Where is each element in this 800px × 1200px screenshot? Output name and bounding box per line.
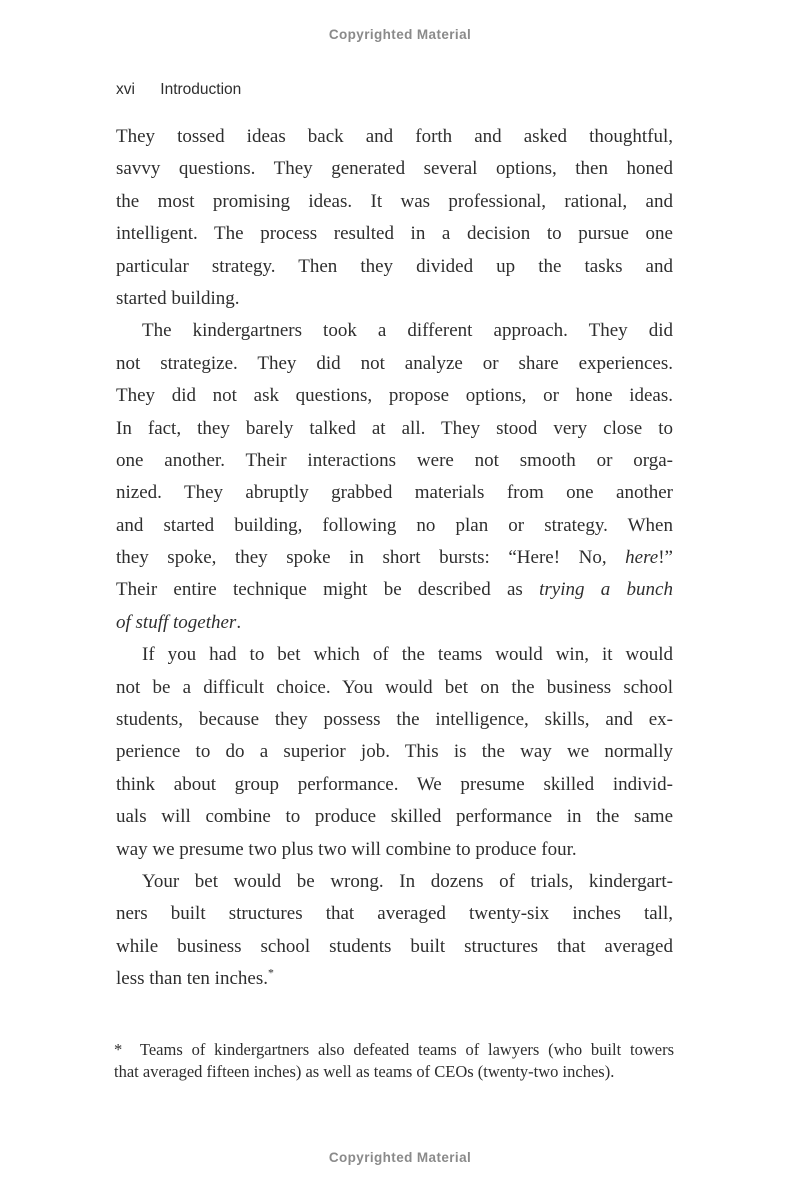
text-line: In fact, they barely talked at all. They stood very close to: [116, 417, 673, 439]
text-line: not strategize. They did not analyze or share experiences.: [116, 352, 673, 374]
text-line: The kindergartners took a different approach. They did: [142, 320, 673, 342]
text-line: while business school students built structures that averaged: [116, 935, 673, 957]
text-line: not be a difficult choice. You would bet on the business school: [116, 676, 673, 698]
text-line: intelligent. The process resulted in a decision to pursue one: [116, 223, 673, 245]
text-line: * Teams of kindergartners also defeated teams of lawyers (who built towers: [114, 1040, 674, 1059]
paragraph: [116, 121, 673, 315]
section-title: Introduction: [160, 81, 242, 98]
text-line: savvy questions. They generated several options, then honed: [116, 158, 673, 180]
text-line: uals will combine to produce skilled performance in the same: [116, 806, 673, 828]
copyright-watermark-top: Copyrighted Material: [328, 27, 472, 42]
text-line: think about group performance. We presume skilled individ-: [116, 773, 673, 795]
text-line: they spoke, they spoke in short bursts: “Here! No, here!”: [116, 547, 673, 569]
paragraph: [116, 315, 673, 639]
body-text: [116, 121, 673, 996]
italic-text: here: [625, 547, 659, 569]
text-line: ners built structures that averaged twenty-six inches tall,: [116, 903, 673, 925]
paragraph: [116, 639, 673, 866]
text-line: They did not ask questions, propose options, or hone ideas.: [116, 385, 673, 407]
text-line: perience to do a superior job. This is the way we normally: [116, 741, 673, 763]
text-line: one another. Their interactions were not smooth or orga-: [116, 449, 673, 471]
footnote-marker: *: [267, 966, 274, 980]
text-line: Your bet would be wrong. In dozens of trials, kindergart-: [142, 870, 673, 892]
italic-text: of stuff together: [116, 611, 237, 633]
paragraph: [116, 866, 673, 996]
text-line: particular strategy. Then they divided up the tasks and: [116, 255, 673, 277]
text-line: of stuff together.: [116, 611, 242, 633]
running-header: [116, 81, 241, 99]
text-line: way we presume two plus two will combine to produce four.: [116, 838, 577, 860]
text-line: the most promising ideas. It was professional, rational, and: [116, 190, 673, 212]
copyright-watermark-bottom: Copyrighted Material: [328, 1150, 472, 1165]
text-line: If you had to bet which of the teams would win, it would: [142, 644, 673, 666]
text-line: They tossed ideas back and forth and asked thoughtful,: [116, 126, 673, 147]
text-line: students, because they possess the intelligence, skills, and ex-: [116, 709, 673, 731]
page-number: xvi: [116, 81, 135, 98]
text-line: nized. They abruptly grabbed materials from one another: [116, 482, 673, 504]
text-line: less than ten inches.*: [116, 966, 274, 990]
text-line: that averaged fifteen inches) as well as teams of CEOs (twenty-two inches).: [114, 1062, 615, 1081]
text-line: and started building, following no plan or strategy. When: [116, 514, 673, 536]
italic-text: trying a bunch: [539, 579, 673, 601]
text-line: Their entire technique might be described as trying a bunch: [116, 579, 673, 601]
text-line: started building.: [116, 287, 240, 309]
footnote: [114, 1039, 674, 1083]
